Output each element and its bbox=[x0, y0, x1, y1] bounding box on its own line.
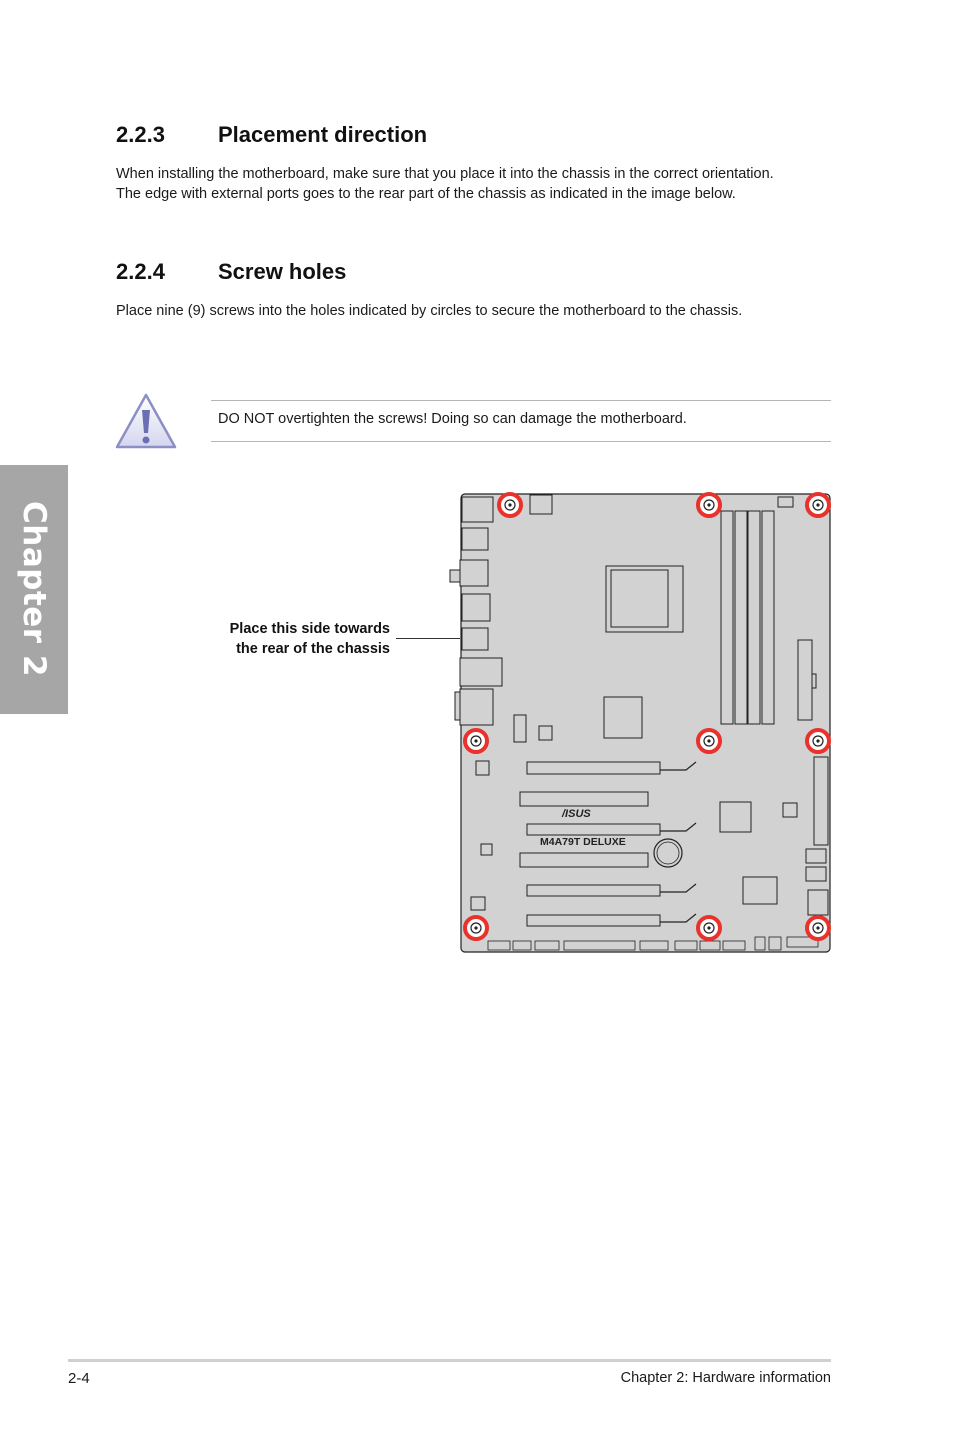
screw-hole-icon bbox=[698, 730, 720, 752]
section-heading-screw-holes bbox=[116, 259, 346, 285]
rear-callout-line2: the rear of the chassis bbox=[236, 641, 390, 657]
placement-paragraph-line1: When installing the motherboard, make sure that you place it into the chassis in the correct orientation. bbox=[116, 166, 774, 182]
chapter-tab bbox=[0, 465, 68, 714]
board-brand-label: /ISUS bbox=[562, 808, 591, 820]
screw-hole-icon bbox=[807, 917, 829, 939]
placement-paragraph-line2: The edge with external ports goes to the rear part of the chassis as indicated in the image below. bbox=[116, 186, 736, 202]
board-model-label: M4A79T DELUXE bbox=[540, 836, 626, 848]
screw-hole-icon bbox=[698, 494, 720, 516]
screw-holes-paragraph: Place nine (9) screws into the holes indicated by circles to secure the motherboard to the chassis. bbox=[116, 303, 743, 319]
screw-hole-icon bbox=[698, 917, 720, 939]
screw-hole-icon bbox=[465, 730, 487, 752]
section-title: Screw holes bbox=[218, 259, 347, 284]
footer-chapter-title: Chapter 2: Hardware information bbox=[620, 1370, 831, 1386]
warning-icon bbox=[114, 391, 178, 451]
screw-hole-icon bbox=[499, 494, 521, 516]
section-number: 2.2.3 bbox=[116, 122, 165, 147]
section-number: 2.2.4 bbox=[116, 259, 165, 284]
screw-hole-icon bbox=[465, 917, 487, 939]
page-number: 2-4 bbox=[68, 1370, 90, 1387]
screw-hole-icon bbox=[807, 730, 829, 752]
screw-hole-icon bbox=[807, 494, 829, 516]
rear-callout bbox=[200, 619, 390, 659]
warning-text: DO NOT overtighten the screws! Doing so can damage the motherboard. bbox=[218, 411, 687, 427]
section-title: Placement direction bbox=[218, 122, 428, 147]
motherboard-diagram bbox=[446, 488, 836, 958]
warning-box bbox=[211, 400, 831, 442]
section-heading-placement-direction bbox=[116, 122, 427, 148]
placement-paragraph bbox=[116, 164, 836, 204]
rear-callout-line1: Place this side towards bbox=[229, 621, 390, 637]
footer-divider bbox=[68, 1359, 831, 1362]
chapter-tab-label: Chapter 2 bbox=[16, 501, 52, 677]
